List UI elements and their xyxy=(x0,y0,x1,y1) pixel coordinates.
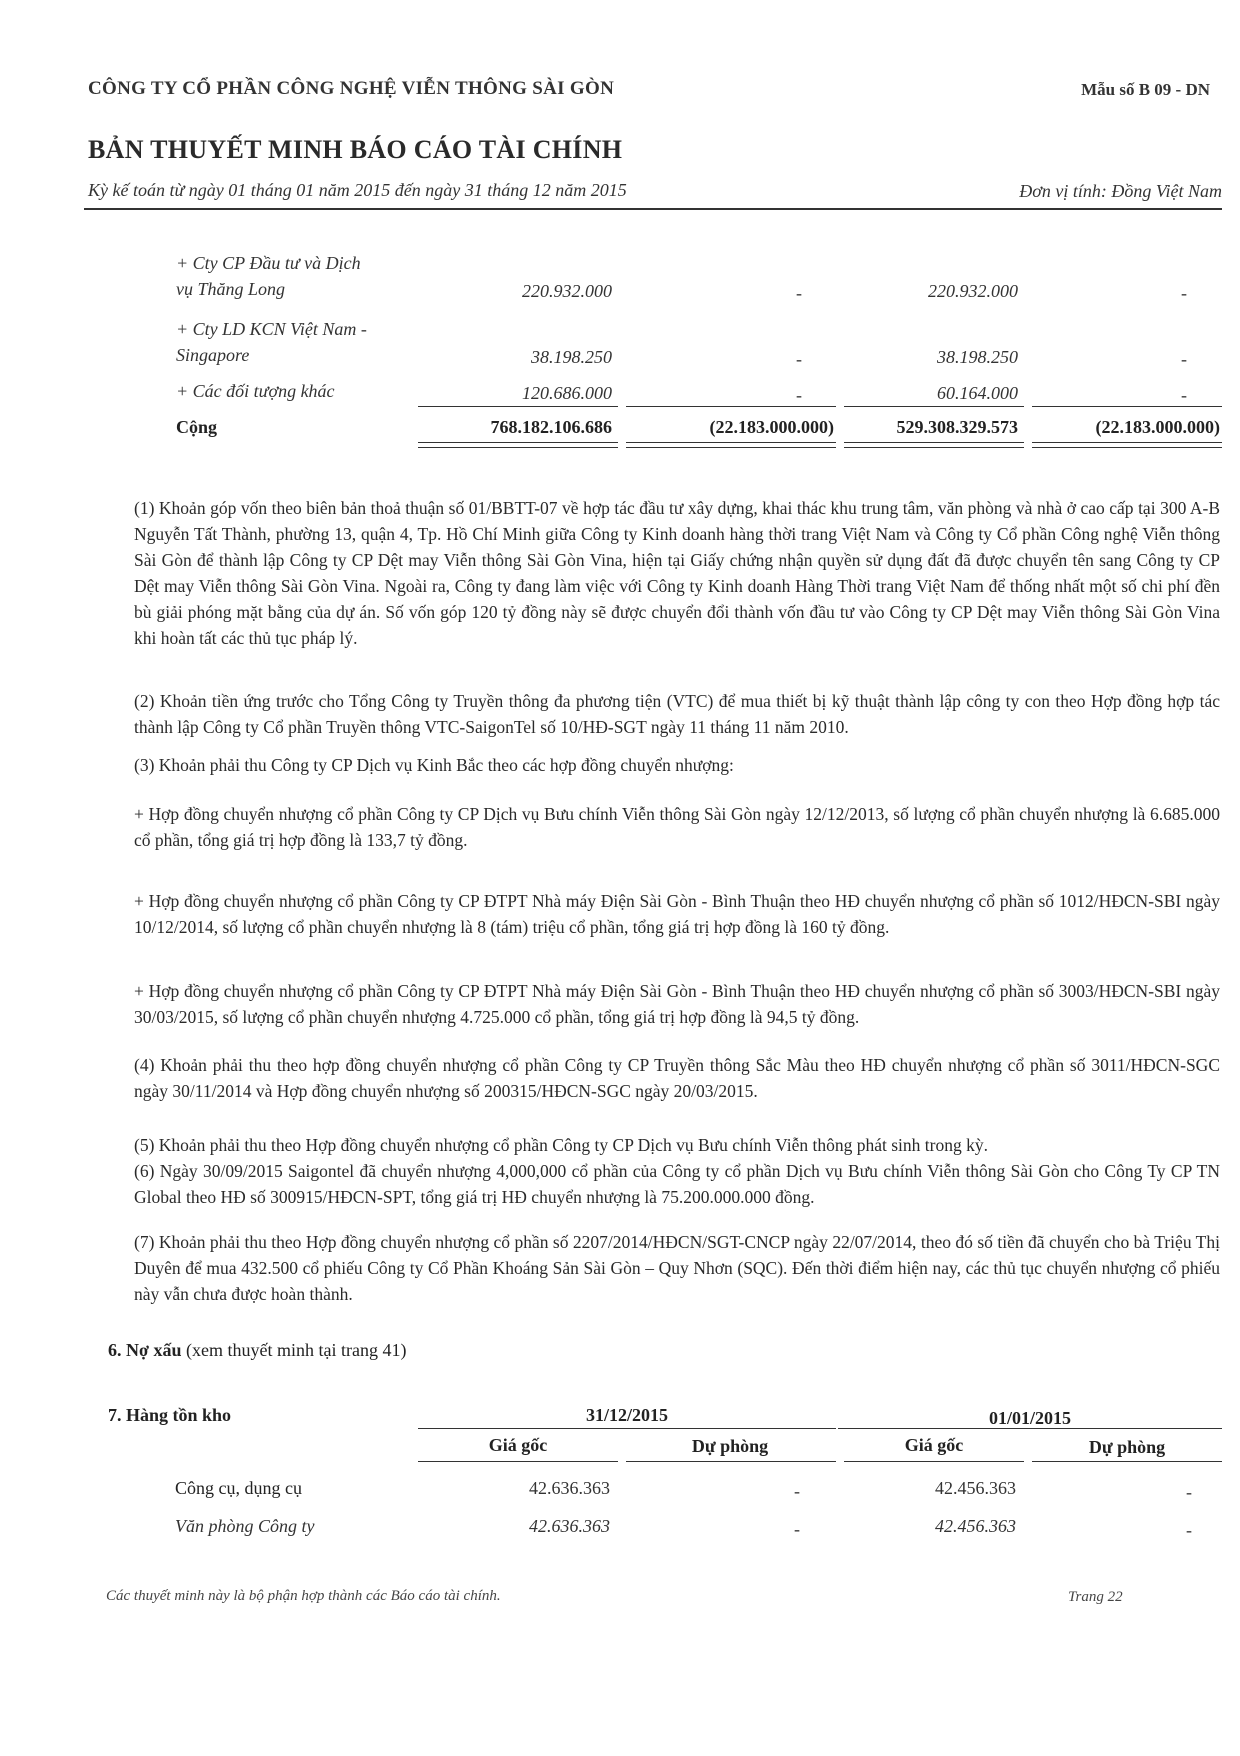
accounting-period: Kỳ kế toán từ ngày 01 tháng 01 năm 2015 đến ngày 31 tháng 12 năm 2015 xyxy=(88,180,627,200)
header-divider xyxy=(84,208,1222,210)
note-7: (7) Khoản phải thu theo Hợp đồng chuyển nhượng cổ phần số 2207/2014/HĐCN/SGT-CNCP ngày 22/07/2014, theo đó số tiền đã chuyển cho bà Triệu Thị Duyên để mua 432.500 cổ phiếu Công ty Cổ Phần Khoáng Sản Sài Gòn – Quy Nhơn (SQC). Đến thời điểm hiện nay, các thủ tục chuyển nhượng cổ phiếu này vẫn chưa được hoàn thành. xyxy=(134,1232,1220,1304)
cell-dash: - xyxy=(1181,385,1187,405)
col-rule xyxy=(418,1461,618,1462)
date-rule xyxy=(418,1428,836,1429)
row-label: Văn phòng Công ty xyxy=(175,1516,315,1536)
cell-value: 38.198.250 xyxy=(531,347,612,367)
currency-unit: Đơn vị tính: Đồng Việt Nam xyxy=(1019,181,1222,201)
date-header-2: 01/01/2015 xyxy=(988,1408,1071,1428)
subtotal-rule xyxy=(418,406,618,407)
note-4: (4) Khoản phải thu theo hợp đồng chuyển nhượng cổ phần Công ty CP Truyền thông Sắc Màu theo HĐ chuyển nhượng cổ phần số 3011/HĐCN-SGC ngày 30/11/2014 và Hợp đồng chuyển nhượng số 200315/HĐCN-SGC ngày 20/03/2015. xyxy=(134,1055,1220,1101)
cell-value: 220.932.000 xyxy=(522,281,612,301)
cell-value: 60.164.000 xyxy=(937,383,1018,403)
section-6-ref: (xem thuyết minh tại trang 41) xyxy=(181,1340,407,1360)
subtotal-rule xyxy=(844,406,1024,407)
total-value: 768.182.106.686 xyxy=(490,417,612,437)
cell-dash: - xyxy=(796,385,802,405)
row-label-line1: + Cty LD KCN Việt Nam - xyxy=(176,319,367,339)
note-6: (6) Ngày 30/09/2015 Saigontel đã chuyển nhượng 4,000,000 cổ phần của Công ty cổ phần Dịch vụ Bưu chính Viễn thông Sài Gòn cho Công Ty CP TN Global theo HĐ số 300915/HĐCN-SPT, tổng giá trị HĐ chuyển nhượng là 75.200.000.000 đồng. xyxy=(134,1161,1220,1207)
col-rule xyxy=(844,1461,1024,1462)
date-header-1: 31/12/2015 xyxy=(585,1405,668,1425)
total-value: 529.308.329.573 xyxy=(896,417,1018,437)
total-value: (22.183.000.000) xyxy=(1095,417,1220,437)
total-double-rule xyxy=(418,442,618,448)
note-3a: + Hợp đồng chuyển nhượng cổ phần Công ty CP Dịch vụ Bưu chính Viễn thông Sài Gòn ngày 12/12/2013, số lượng cổ phần chuyển nhượng là 6.685.000 cổ phần, tổng giá trị hợp đồng là 133,7 tỷ đồng. xyxy=(134,804,1220,850)
form-number: Mẫu số B 09 - DN xyxy=(1081,80,1210,99)
row-label: Công cụ, dụng cụ xyxy=(175,1478,302,1498)
subtotal-rule xyxy=(626,406,836,407)
cell-value: 42.456.363 xyxy=(935,1516,1016,1536)
cell-value: 42.636.363 xyxy=(529,1478,610,1498)
col-header-cost: Giá gốc xyxy=(488,1435,548,1455)
company-name: CÔNG TY CỔ PHẦN CÔNG NGHỆ VIỄN THÔNG SÀI GÒN xyxy=(88,78,615,99)
section-6-heading xyxy=(108,1340,406,1361)
cell-dash: - xyxy=(796,349,802,369)
subtotal-rule xyxy=(1032,406,1222,407)
section-7-title: 7. Hàng tồn kho xyxy=(108,1405,232,1425)
col-header-provision: Dự phòng xyxy=(1088,1437,1166,1457)
row-label: + Các đối tượng khác xyxy=(176,381,335,401)
cell-value: 120.686.000 xyxy=(522,383,612,403)
cell-dash: - xyxy=(1186,1520,1192,1540)
section-6-title: 6. Nợ xấu xyxy=(108,1340,182,1360)
col-header-provision: Dự phòng xyxy=(691,1436,769,1456)
note-5: (5) Khoản phải thu theo Hợp đồng chuyển nhượng cổ phần Công ty CP Dịch vụ Bưu chính Viễn thông phát sinh trong kỳ. xyxy=(134,1135,988,1155)
note-3b: + Hợp đồng chuyển nhượng cổ phần Công ty CP ĐTPT Nhà máy Điện Sài Gòn - Bình Thuận theo HĐ chuyển nhượng cổ phần số 1012/HĐCN-SBI ngày 10/12/2014, số lượng cổ phần chuyển nhượng là 8 (tám) triệu cổ phần, tổng giá trị hợp đồng là 160 tỷ đồng. xyxy=(134,891,1220,937)
cell-dash: - xyxy=(1181,349,1187,369)
cell-value: 38.198.250 xyxy=(937,347,1018,367)
total-value: (22.183.000.000) xyxy=(709,417,834,437)
cell-dash: - xyxy=(1186,1482,1192,1502)
row-label-line2: Singapore xyxy=(176,345,250,365)
row-label-line1: + Cty CP Đầu tư và Dịch xyxy=(176,253,361,273)
total-label: Cộng xyxy=(176,417,218,437)
cell-value: 42.636.363 xyxy=(529,1516,610,1536)
total-double-rule xyxy=(844,442,1024,448)
cell-dash: - xyxy=(1181,283,1187,303)
note-2: (2) Khoản tiền ứng trước cho Tổng Công ty Truyền thông đa phương tiện (VTC) để mua thiết bị kỹ thuật thành lập công ty con theo Hợp đồng hợp tác thành lập Công ty Cổ phần Truyền thông VTC-SaigonTel số 10/HĐ-SGT ngày 11 tháng 11 năm 2010. xyxy=(134,691,1220,737)
note-3c: + Hợp đồng chuyển nhượng cổ phần Công ty CP ĐTPT Nhà máy Điện Sài Gòn - Bình Thuận theo HĐ chuyển nhượng cổ phần số 3003/HĐCN-SBI ngày 30/03/2015, số lượng cổ phần chuyển nhượng 4.725.000 cổ phần, tổng giá trị hợp đồng là 94,5 tỷ đồng. xyxy=(134,981,1220,1027)
total-double-rule xyxy=(1032,442,1222,448)
page-title: BẢN THUYẾT MINH BÁO CÁO TÀI CHÍNH xyxy=(88,135,623,164)
cell-dash: - xyxy=(796,283,802,303)
note-3: (3) Khoản phải thu Công ty CP Dịch vụ Kinh Bắc theo các hợp đồng chuyển nhượng: xyxy=(134,755,734,775)
cell-dash: - xyxy=(794,1519,800,1539)
note-1: (1) Khoản góp vốn theo biên bản thoả thuận số 01/BBTT-07 về hợp tác đầu tư xây dựng, khai thác khu trung tâm, văn phòng và nhà ở cao cấp tại 300 A-B Nguyễn Tất Thành, phường 13, quận 4, Tp. Hồ Chí Minh giữa Công ty Kinh doanh hàng thời trang Việt Nam và Công ty Cổ phần Công nghệ Viễn thông Sài Gòn để thành lập Công ty CP Dệt may Viễn thông Sài Gòn Vina, hiện tại Giấy chứng nhận quyền sử dụng đất đã được chuyển tên sang Công ty CP Dệt may Viễn thông Sài Gòn Vina. Ngoài ra, Công ty đang làm việc với Công ty Kinh doanh Hàng Thời trang Việt Nam để thống nhất một số chi phí đền bù giải phóng mặt bằng của dự án. Số vốn góp 120 tỷ đồng này sẽ được chuyển đổi thành vốn đầu tư vào Công ty CP Dệt may Viễn thông Sài Gòn Vina khi hoàn tất các thủ tục pháp lý. xyxy=(134,498,1220,648)
col-rule xyxy=(626,1461,836,1462)
page-number: Trang 22 xyxy=(1068,1589,1123,1605)
cell-value: 42.456.363 xyxy=(935,1478,1016,1498)
col-header-cost: Giá gốc xyxy=(904,1435,964,1455)
cell-value: 220.932.000 xyxy=(928,281,1018,301)
footer-note: Các thuyết minh này là bộ phận hợp thành các Báo cáo tài chính. xyxy=(106,1588,501,1604)
total-double-rule xyxy=(626,442,836,448)
date-rule xyxy=(838,1428,1222,1429)
row-label-line2: vụ Thăng Long xyxy=(176,279,286,299)
cell-dash: - xyxy=(794,1481,800,1501)
col-rule xyxy=(1032,1461,1222,1462)
